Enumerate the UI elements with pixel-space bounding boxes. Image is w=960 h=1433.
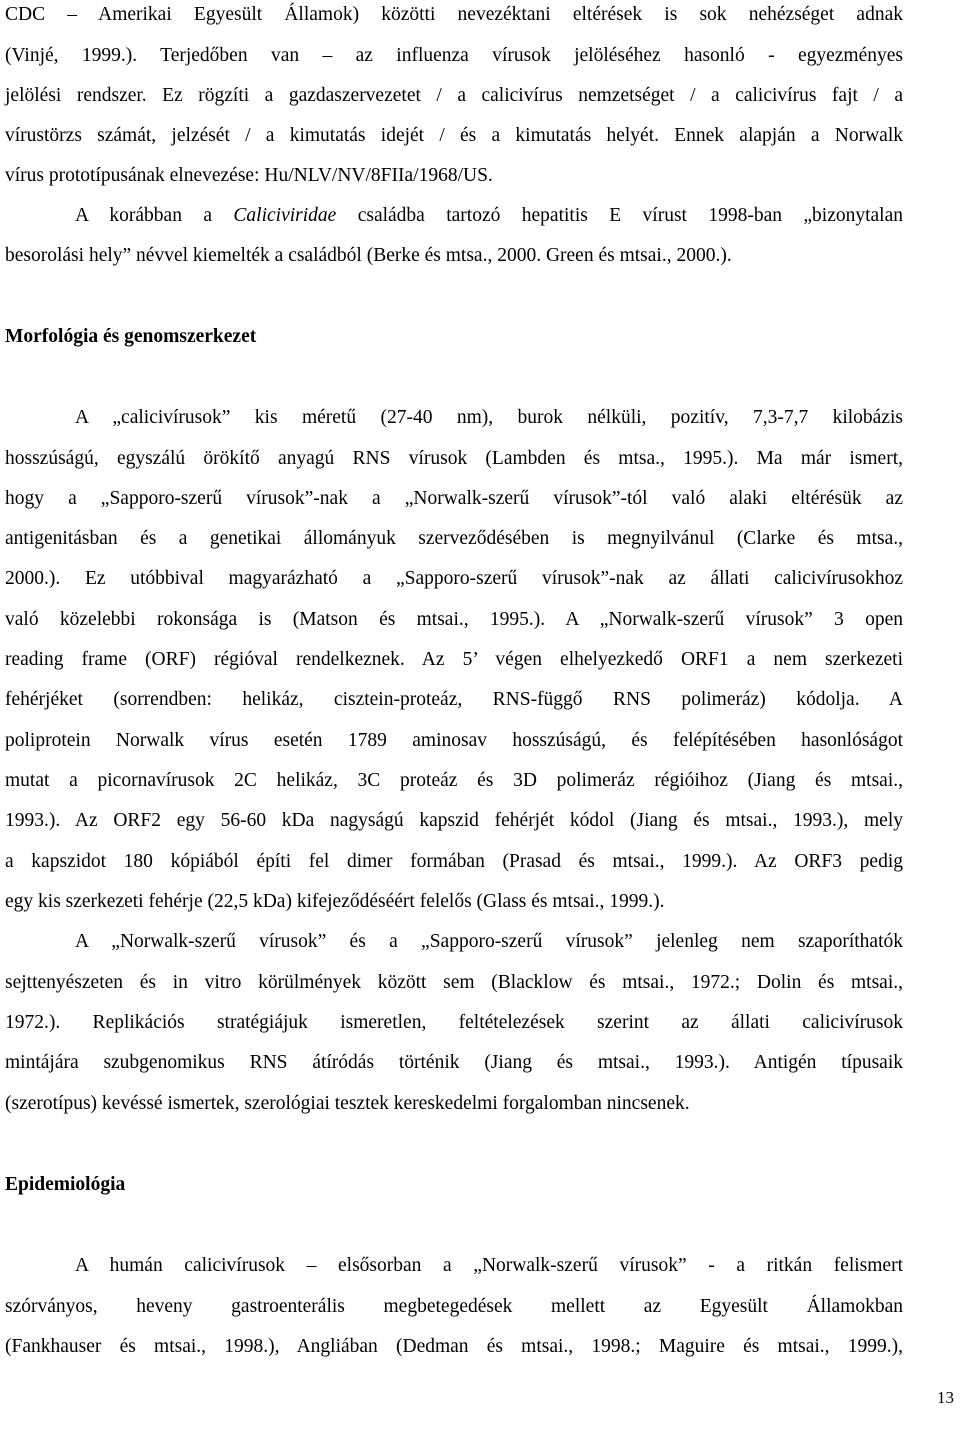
text-line: való közelebbi rokonsága is (Matson és mtsai., 1995.). A „Norwalk-szerű vírusok” 3 open <box>5 609 903 630</box>
text-line: 1993.). Az ORF2 egy 56-60 kDa nagyságú kapszid fehérjét kódol (Jiang és mtsai., 1993.), mely <box>5 810 903 831</box>
text-line <box>75 203 903 229</box>
text-line: reading frame (ORF) régióval rendelkeznek. Az 5’ végen elhelyezkedő ORF1 a nem szerkezeti <box>5 649 903 670</box>
text-line: antigenitásban és a genetikai állományuk szerveződésében is megnyilvánul (Clarke és mtsa., <box>5 528 903 549</box>
page-number: 13 <box>937 1388 954 1407</box>
text-line: szórványos, heveny gastroenterális megbetegedések mellett az Egyesült Államokban <box>5 1296 903 1317</box>
text-line: vírus prototípusának elnevezése: Hu/NLV/NV/8FIIa/1968/US. <box>5 165 493 186</box>
text-line: 2000.). Ez utóbbival magyarázható a „Sapporo-szerű vírusok”-nak az állati calicivírusokhoz <box>5 568 903 589</box>
section-heading: Epidemiológia <box>5 1174 126 1195</box>
text-line: mintájára szubgenomikus RNS átíródás történik (Jiang és mtsai., 1993.). Antigén típusaik <box>5 1052 903 1073</box>
text-run: A korábban a <box>75 205 234 226</box>
text-line: jelölési rendszer. Ez rögzíti a gazdaszervezetet / a calicivírus nemzetséget / a calicivírus fajt / a <box>5 85 903 106</box>
text-line: sejttenyészeten és in vitro körülmények között sem (Blacklow és mtsai., 1972.; Dolin és mtsai., <box>5 972 903 993</box>
text-line: CDC – Amerikai Egyesült Államok) közötti nevezéktani eltérések is sok nehézséget adnak <box>5 4 903 25</box>
text-line: hosszúságú, egyszálú örökítő anyagú RNS vírusok (Lambden és mtsa., 1995.). Ma már ismert, <box>5 448 903 469</box>
text-line: (Fankhauser és mtsai., 1998.), Angliában (Dedman és mtsai., 1998.; Maguire és mtsai., 1999.), <box>5 1336 903 1357</box>
text-line: besorolási hely” névvel kiemelték a családból (Berke és mtsa., 2000. Green és mtsai., 2000.). <box>5 245 732 266</box>
taxon-name: Caliciviridae <box>233 205 337 226</box>
text-line: A humán calicivírusok – elsősorban a „Norwalk-szerű vírusok” - a ritkán felismert <box>75 1255 903 1276</box>
text-line: (szerotípus) kevéssé ismertek, szerológiai tesztek kereskedelmi forgalomban nincsenek. <box>5 1093 690 1114</box>
text-line: vírustörzs számát, jelzését / a kimutatás idejét / és a kimutatás helyét. Ennek alapján a Norwalk <box>5 125 903 146</box>
text-line: (Vinjé, 1999.). Terjedőben van – az influenza vírusok jelöléséhez hasonló - egyezményes <box>5 45 903 66</box>
section-heading: Morfológia és genomszerkezet <box>5 326 257 347</box>
text-line: fehérjéket (sorrendben: helikáz, cisztein-proteáz, RNS-függő RNS polimeráz) kódolja. A <box>5 689 903 710</box>
text-line: mutat a picornavírusok 2C helikáz, 3C proteáz és 3D polimeráz régióihoz (Jiang és mtsai., <box>5 770 903 791</box>
text-line: A „Norwalk-szerű vírusok” és a „Sapporo-szerű vírusok” jelenleg nem szaporíthatók <box>75 931 903 952</box>
text-line: poliprotein Norwalk vírus esetén 1789 aminosav hosszúságú, és felépítésében hasonlóságot <box>5 730 903 751</box>
text-line: egy kis szerkezeti fehérje (22,5 kDa) kifejeződéséért felelős (Glass és mtsai., 1999.). <box>5 891 665 912</box>
text-line: hogy a „Sapporo-szerű vírusok”-nak a „Norwalk-szerű vírusok”-tól való alaki eltérésük az <box>5 488 903 509</box>
text-line: 1972.). Replikációs stratégiájuk ismeretlen, feltételezések szerint az állati calicivírusok <box>5 1012 903 1033</box>
text-run: családba tartozó hepatitis E vírust 1998-ban „bizonytalan <box>336 205 904 226</box>
text-line: A „calicivírusok” kis méretű (27-40 nm), burok nélküli, pozitív, 7,3-7,7 kilobázis <box>75 407 903 428</box>
text-line: a kapszidot 180 kópiából építi fel dimer formában (Prasad és mtsai., 1999.). Az ORF3 pedig <box>5 851 903 872</box>
